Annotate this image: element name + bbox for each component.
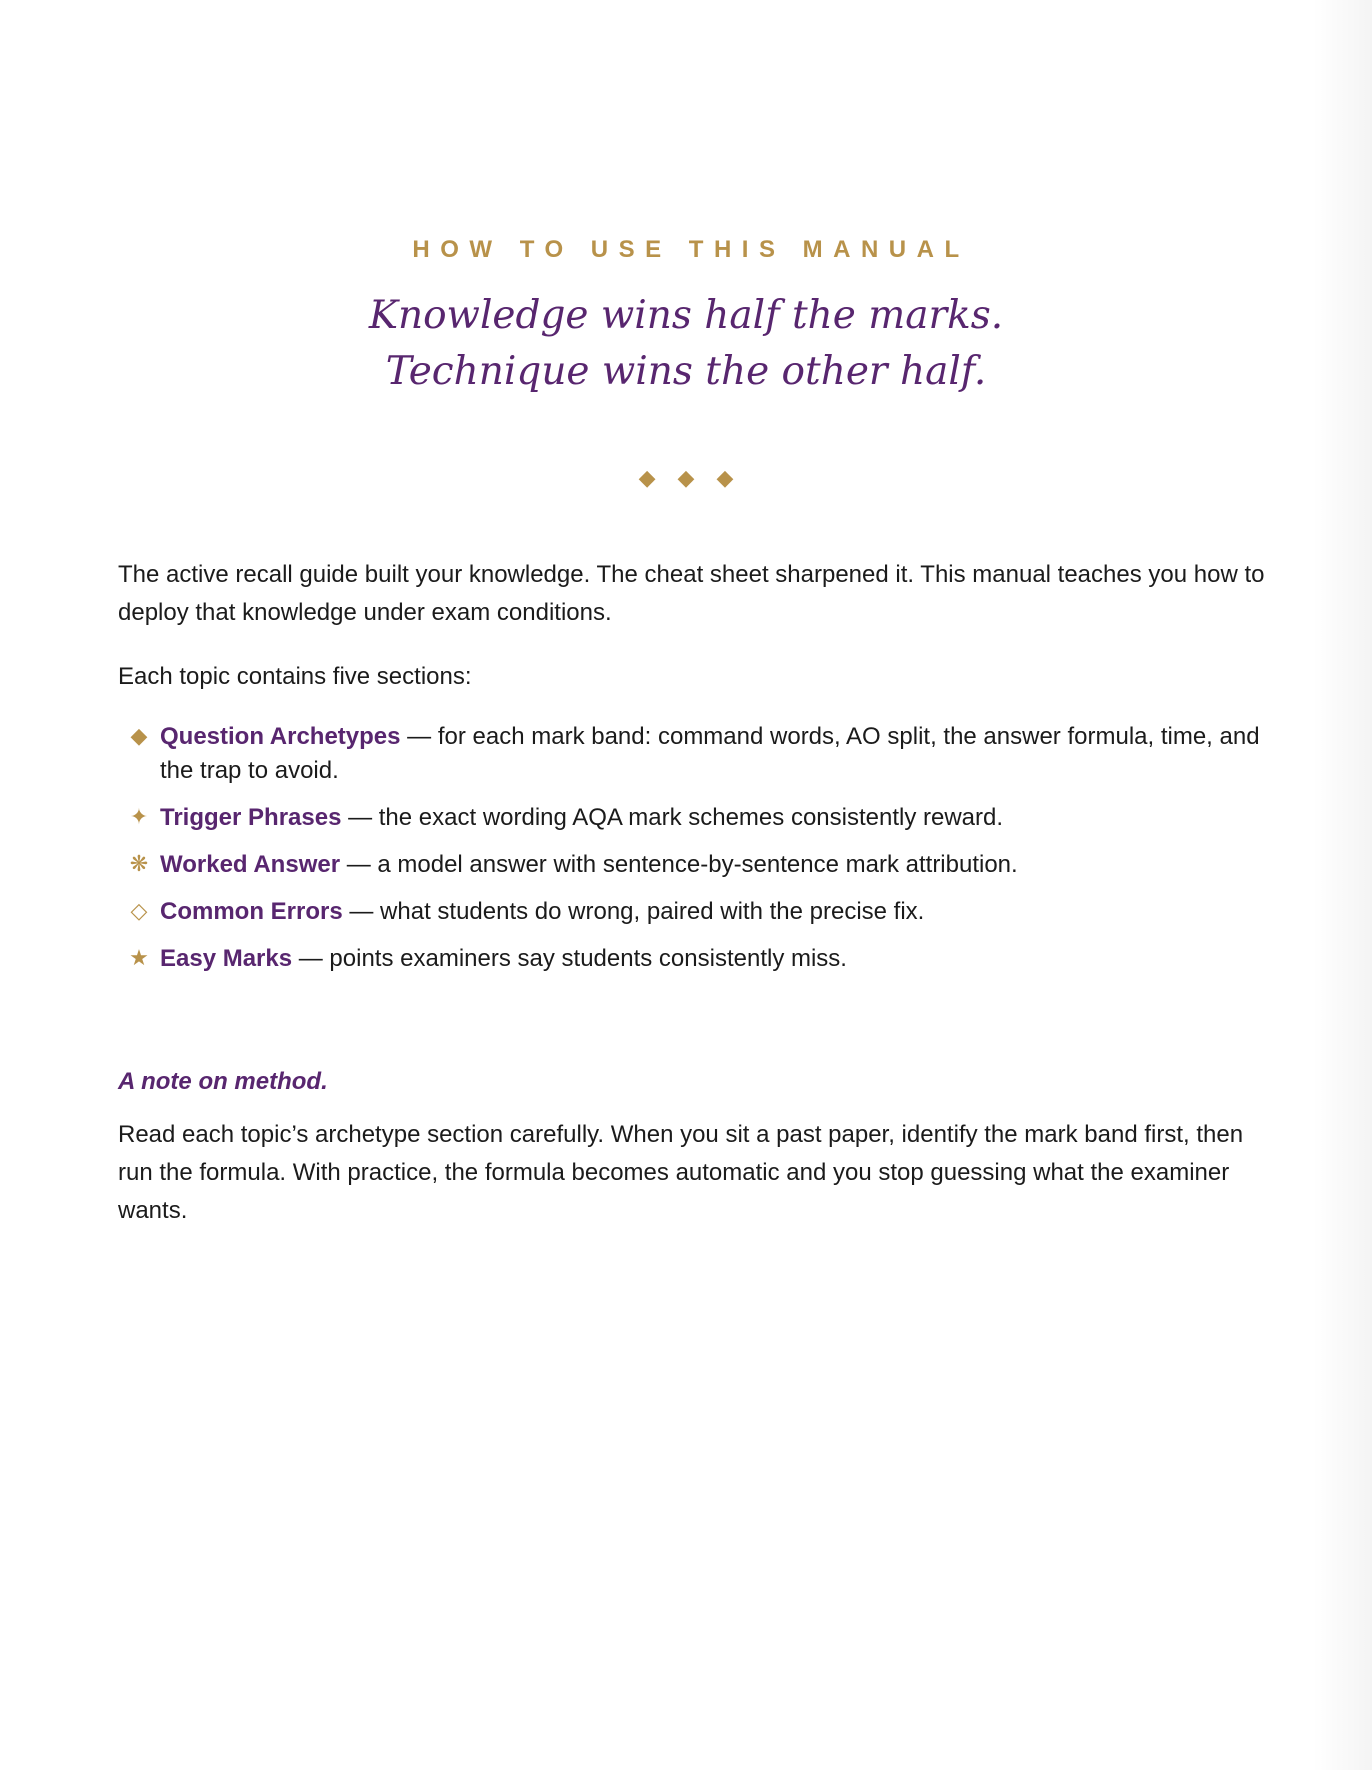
page-headline (0, 288, 1372, 400)
section-description: — what students do wrong, paired with the precise fix. (342, 898, 925, 925)
star-icon: ★ (129, 946, 149, 971)
headline-line-1: Knowledge wins half the marks. (368, 293, 1004, 338)
intro-paragraph: The active recall guide built your knowledge. The cheat sheet sharpened it. This manual teaches you how to deploy that knowledge under exam conditions. (118, 561, 1265, 626)
diamond-divider-icon: ◆◆◆ (638, 466, 756, 491)
diamond-icon: ◆ (130, 724, 148, 749)
section-term: Worked Answer (160, 851, 341, 878)
asterisk-flower-icon: ❋ (129, 852, 149, 877)
section-term: Trigger Phrases (160, 804, 342, 831)
note-heading: A note on method. (118, 1068, 328, 1095)
list-item (118, 720, 1268, 788)
headline-line-2: Technique wins the other half. (385, 349, 987, 394)
section-description: — the exact wording AQA mark schemes consistently reward. (341, 804, 1004, 831)
list-item (118, 942, 1268, 976)
section-term: Easy Marks (160, 945, 293, 972)
list-item (118, 895, 1268, 929)
section-description: — a model answer with sentence-by-sentence mark attribution. (340, 851, 1018, 878)
section-description: — points examiners say students consistently miss. (292, 945, 847, 972)
section-kicker: HOW TO USE THIS MANUAL (412, 236, 970, 263)
hollow-diamond-icon: ◇ (130, 899, 148, 924)
intro-content (118, 556, 1268, 989)
list-item (118, 801, 1268, 835)
list-item (118, 848, 1268, 882)
four-point-star-icon: ✦ (129, 805, 149, 830)
section-description: — for each mark band: command words, AO split, the answer formula, time, and the trap to avoid. (160, 723, 1260, 784)
section-term: Common Errors (160, 898, 343, 925)
section-term: Question Archetypes (160, 723, 401, 750)
sections-lead: Each topic contains five sections: (118, 663, 472, 690)
note-paragraph: Read each topic’s archetype section carefully. When you sit a past paper, identify the mark band first, then run the formula. With practice, the formula becomes automatic and you stop guessing what the examiner wants. (118, 1121, 1244, 1224)
section-list (118, 720, 1268, 976)
